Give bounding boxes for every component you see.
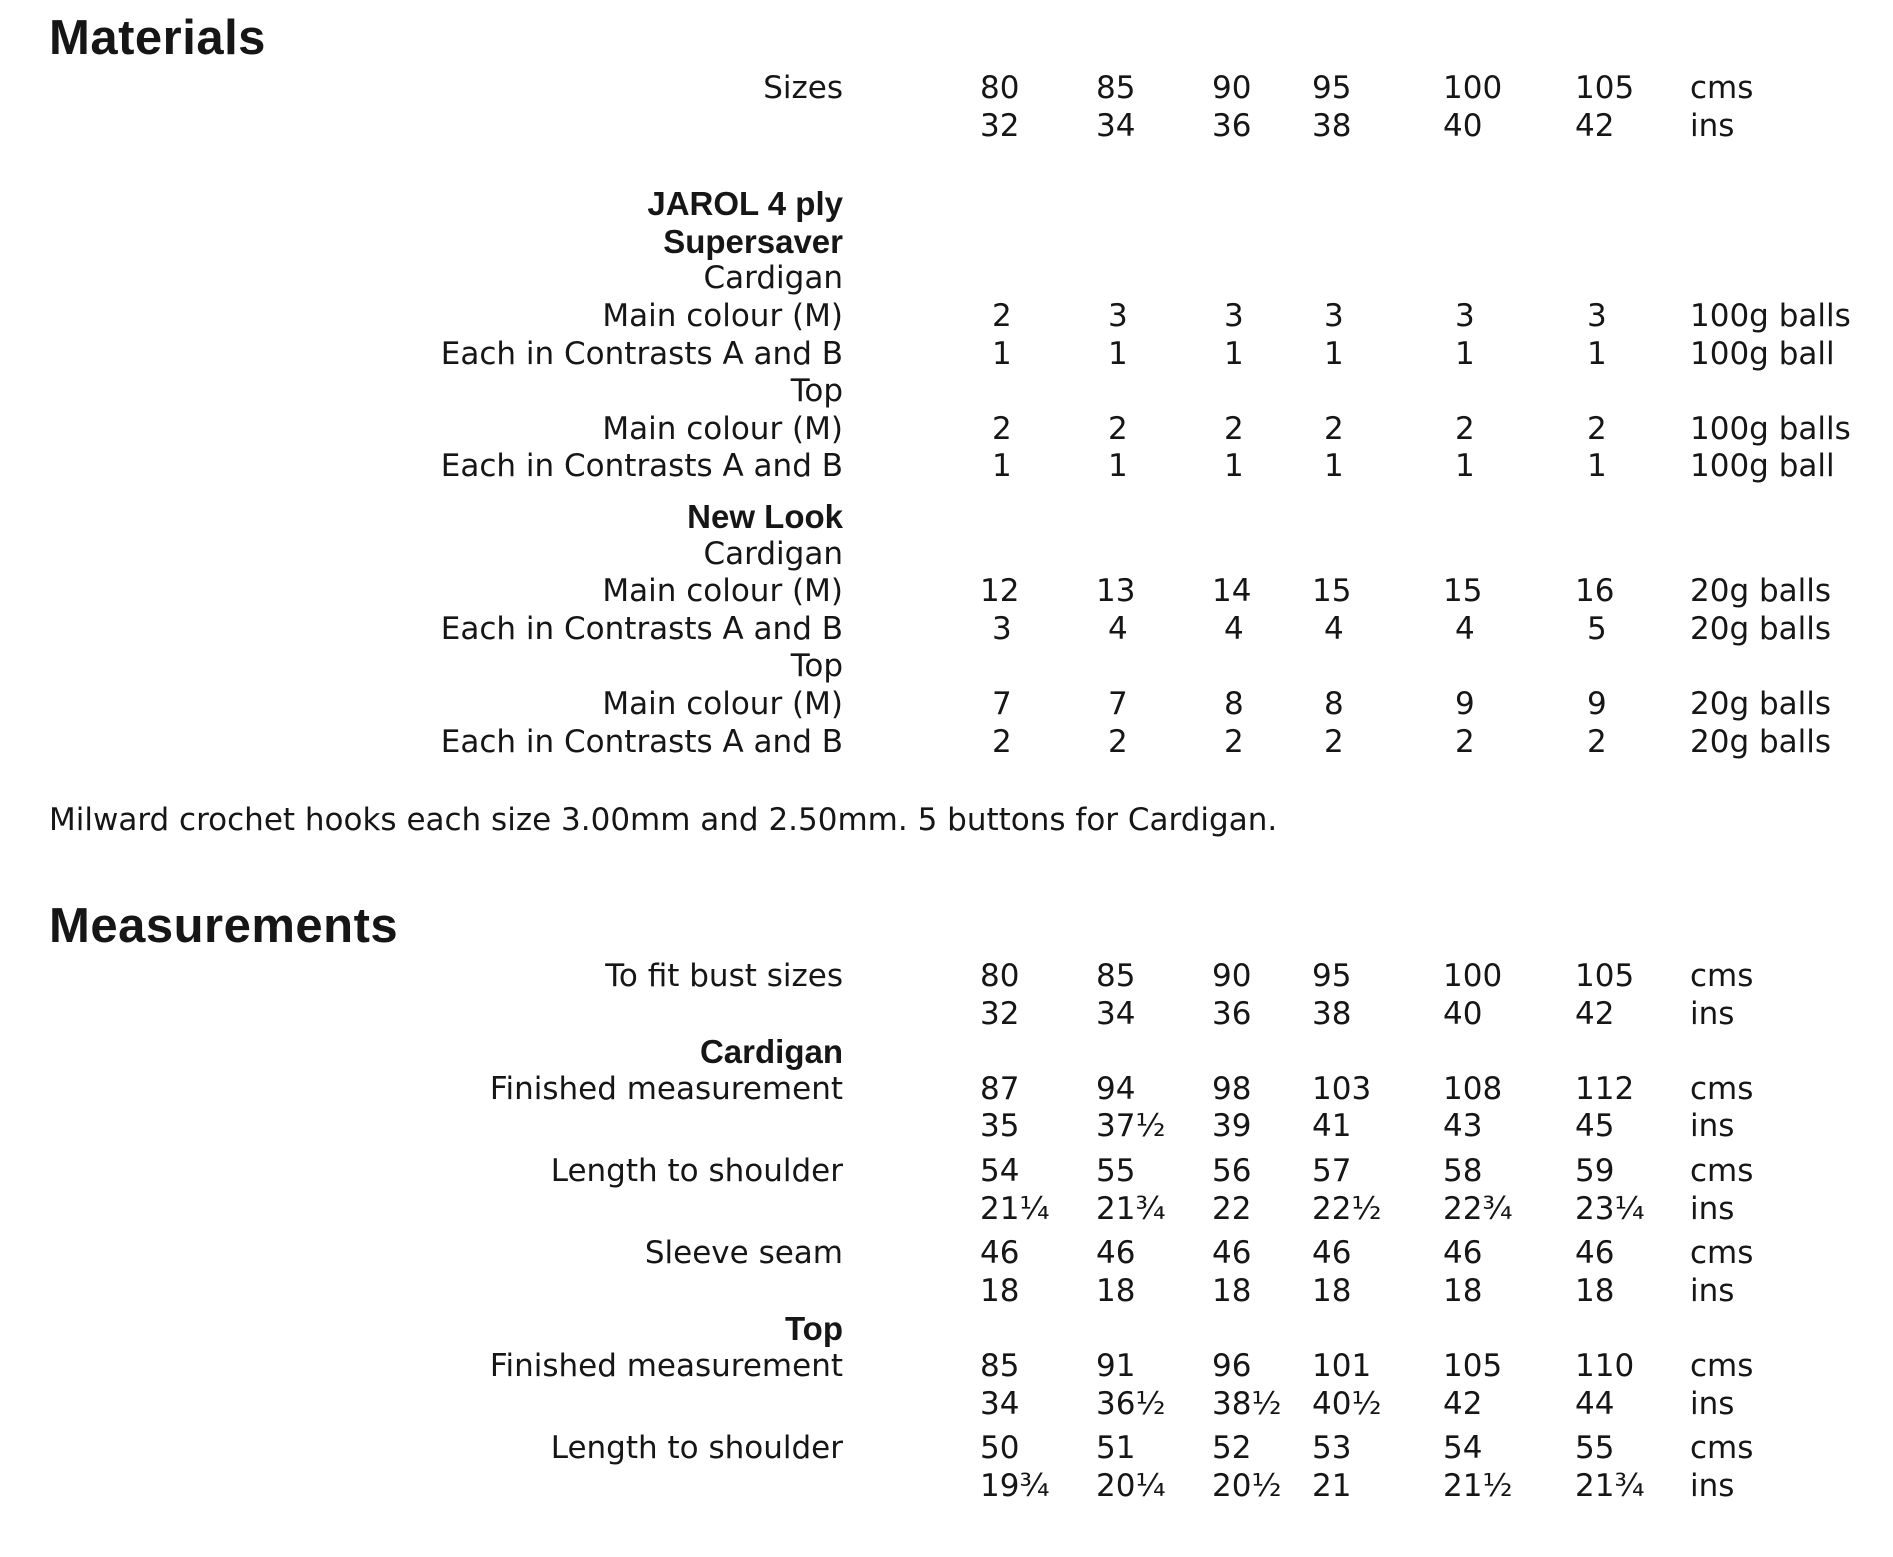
row-label: Main colour (M) bbox=[602, 573, 843, 610]
unit-label: ins bbox=[1690, 995, 1735, 1032]
size-value: 18 bbox=[1312, 1272, 1352, 1309]
size-value: 1 bbox=[1455, 448, 1475, 485]
size-value: 112 bbox=[1575, 1070, 1635, 1107]
size-value: 18 bbox=[980, 1272, 1020, 1309]
row-label: Length to shoulder bbox=[550, 1152, 843, 1189]
measurements-heading: Measurements bbox=[49, 899, 399, 953]
row-label: Cardigan bbox=[703, 260, 843, 297]
size-value: 4 bbox=[1224, 610, 1244, 647]
measurements-row bbox=[0, 1033, 1893, 1071]
row-label: Top bbox=[784, 1310, 843, 1348]
size-value: 80 bbox=[980, 958, 1020, 994]
size-value: 3 bbox=[1455, 297, 1475, 334]
size-value: 91 bbox=[1096, 1347, 1136, 1384]
materials-row bbox=[0, 70, 1893, 108]
size-value: 15 bbox=[1312, 573, 1352, 610]
measurements-row bbox=[0, 1468, 1893, 1506]
materials-row bbox=[0, 573, 1893, 611]
unit-label: cms bbox=[1690, 1347, 1754, 1384]
size-value: 43 bbox=[1443, 1108, 1483, 1145]
size-value: 59 bbox=[1575, 1152, 1615, 1189]
size-value: 95 bbox=[1312, 958, 1352, 994]
size-value: 5 bbox=[1587, 610, 1607, 647]
row-label: Cardigan bbox=[703, 535, 843, 572]
size-value: 1 bbox=[1587, 335, 1607, 372]
size-value: 46 bbox=[980, 1235, 1020, 1272]
size-value: 3 bbox=[1224, 297, 1244, 334]
unit-label: ins bbox=[1690, 1190, 1735, 1227]
size-value: 36 bbox=[1212, 107, 1252, 144]
size-value: 90 bbox=[1212, 70, 1252, 106]
measurements-row bbox=[0, 1071, 1893, 1109]
unit-label: 20g balls bbox=[1690, 685, 1832, 722]
size-value: 2 bbox=[1224, 723, 1244, 760]
size-value: 46 bbox=[1312, 1235, 1352, 1272]
materials-row bbox=[0, 336, 1893, 374]
size-value: 38 bbox=[1312, 995, 1352, 1032]
size-value: 98 bbox=[1212, 1070, 1252, 1107]
materials-row bbox=[0, 536, 1893, 574]
size-value: 9 bbox=[1455, 685, 1475, 722]
row-label: To fit bust sizes bbox=[605, 958, 843, 994]
row-label: Cardigan bbox=[699, 1033, 843, 1071]
size-value: 38½ bbox=[1212, 1385, 1282, 1422]
size-value: 54 bbox=[1443, 1430, 1483, 1467]
unit-label: 20g balls bbox=[1690, 610, 1832, 647]
size-value: 22¾ bbox=[1443, 1190, 1513, 1227]
materials-row bbox=[0, 108, 1893, 146]
row-label: Top bbox=[790, 648, 843, 685]
materials-table bbox=[0, 70, 1893, 761]
size-value: 3 bbox=[992, 610, 1012, 647]
size-value: 9 bbox=[1587, 685, 1607, 722]
unit-label: 100g balls bbox=[1690, 410, 1851, 447]
size-value: 20½ bbox=[1212, 1467, 1282, 1504]
size-value: 32 bbox=[980, 107, 1020, 144]
size-value: 46 bbox=[1096, 1235, 1136, 1272]
unit-label: 20g balls bbox=[1690, 723, 1832, 760]
size-value: 51 bbox=[1096, 1430, 1136, 1467]
size-value: 2 bbox=[1455, 723, 1475, 760]
size-value: 14 bbox=[1212, 573, 1252, 610]
size-value: 18 bbox=[1212, 1272, 1252, 1309]
unit-label: 20g balls bbox=[1690, 573, 1832, 610]
size-value: 2 bbox=[1455, 410, 1475, 447]
unit-label: 100g ball bbox=[1690, 448, 1835, 485]
size-value: 12 bbox=[980, 573, 1020, 610]
materials-row bbox=[0, 724, 1893, 762]
row-label: Top bbox=[790, 373, 843, 410]
size-value: 3 bbox=[1324, 297, 1344, 334]
size-value: 52 bbox=[1212, 1430, 1252, 1467]
measurements-row bbox=[0, 1153, 1893, 1191]
unit-label: ins bbox=[1690, 1108, 1735, 1145]
size-value: 46 bbox=[1212, 1235, 1252, 1272]
size-value: 21¾ bbox=[1575, 1467, 1645, 1504]
size-value: 34 bbox=[980, 1385, 1020, 1422]
hooks-note: Milward crochet hooks each size 3.00mm and 2.50mm. 5 buttons for Cardigan. bbox=[49, 802, 1278, 838]
size-value: 2 bbox=[1587, 410, 1607, 447]
size-value: 1 bbox=[1108, 448, 1128, 485]
size-value: 54 bbox=[980, 1152, 1020, 1189]
size-value: 15 bbox=[1443, 573, 1483, 610]
size-value: 2 bbox=[992, 410, 1012, 447]
size-value: 100 bbox=[1443, 70, 1503, 106]
size-value: 40 bbox=[1443, 107, 1483, 144]
materials-row bbox=[0, 411, 1893, 449]
unit-label: ins bbox=[1690, 1385, 1735, 1422]
row-label: Each in Contrasts A and B bbox=[440, 723, 843, 760]
size-value: 7 bbox=[992, 685, 1012, 722]
size-value: 4 bbox=[1108, 610, 1128, 647]
size-value: 45 bbox=[1575, 1108, 1615, 1145]
row-label: Supersaver bbox=[663, 222, 843, 260]
measurements-row bbox=[0, 1191, 1893, 1229]
size-value: 85 bbox=[1096, 70, 1136, 106]
measurements-row bbox=[0, 1430, 1893, 1468]
measurements-row bbox=[0, 1108, 1893, 1146]
row-label: Sleeve seam bbox=[644, 1235, 843, 1272]
size-value: 23¼ bbox=[1575, 1190, 1645, 1227]
materials-row bbox=[0, 611, 1893, 649]
size-value: 2 bbox=[1324, 723, 1344, 760]
row-label: Sizes bbox=[763, 70, 843, 106]
size-value: 21¾ bbox=[1096, 1190, 1166, 1227]
size-value: 100 bbox=[1443, 958, 1503, 994]
size-value: 105 bbox=[1443, 1347, 1503, 1384]
measurements-row bbox=[0, 1273, 1893, 1311]
size-value: 95 bbox=[1312, 70, 1352, 106]
unit-label: ins bbox=[1690, 1272, 1735, 1309]
materials-row bbox=[0, 373, 1893, 411]
size-value: 105 bbox=[1575, 958, 1635, 994]
size-value: 101 bbox=[1312, 1347, 1372, 1384]
size-value: 55 bbox=[1575, 1430, 1615, 1467]
unit-label: cms bbox=[1690, 958, 1754, 994]
size-value: 1 bbox=[1587, 448, 1607, 485]
row-label: New Look bbox=[687, 497, 843, 535]
size-value: 44 bbox=[1575, 1385, 1615, 1422]
size-value: 21¼ bbox=[980, 1190, 1050, 1227]
measurements-row bbox=[0, 1348, 1893, 1386]
row-label: Finished measurement bbox=[489, 1347, 843, 1384]
unit-label: 100g ball bbox=[1690, 335, 1835, 372]
size-value: 37½ bbox=[1096, 1108, 1166, 1145]
size-value: 32 bbox=[980, 995, 1020, 1032]
size-value: 2 bbox=[1224, 410, 1244, 447]
size-value: 38 bbox=[1312, 107, 1352, 144]
size-value: 40 bbox=[1443, 995, 1483, 1032]
row-label: Main colour (M) bbox=[602, 410, 843, 447]
measurements-row bbox=[0, 1235, 1893, 1273]
materials-heading: Materials bbox=[49, 11, 266, 65]
row-label: Main colour (M) bbox=[602, 297, 843, 334]
size-value: 1 bbox=[992, 448, 1012, 485]
size-value: 53 bbox=[1312, 1430, 1352, 1467]
size-value: 18 bbox=[1575, 1272, 1615, 1309]
unit-label: ins bbox=[1690, 1467, 1735, 1504]
materials-row bbox=[0, 298, 1893, 336]
unit-label: 100g balls bbox=[1690, 297, 1851, 334]
unit-label: cms bbox=[1690, 1152, 1754, 1189]
size-value: 7 bbox=[1108, 685, 1128, 722]
size-value: 18 bbox=[1443, 1272, 1483, 1309]
size-value: 85 bbox=[1096, 958, 1136, 994]
measurements-row bbox=[0, 1310, 1893, 1348]
size-value: 22 bbox=[1212, 1190, 1252, 1227]
size-value: 4 bbox=[1324, 610, 1344, 647]
size-value: 46 bbox=[1575, 1235, 1615, 1272]
size-value: 13 bbox=[1096, 573, 1136, 610]
size-value: 85 bbox=[980, 1347, 1020, 1384]
size-value: 39 bbox=[1212, 1108, 1252, 1145]
size-value: 35 bbox=[980, 1108, 1020, 1145]
size-value: 90 bbox=[1212, 958, 1252, 994]
size-value: 42 bbox=[1575, 107, 1615, 144]
size-value: 2 bbox=[1324, 410, 1344, 447]
materials-row bbox=[0, 185, 1893, 223]
size-value: 36 bbox=[1212, 995, 1252, 1032]
measurements-row bbox=[0, 996, 1893, 1034]
size-value: 34 bbox=[1096, 995, 1136, 1032]
materials-row bbox=[0, 223, 1893, 261]
size-value: 58 bbox=[1443, 1152, 1483, 1189]
unit-label: ins bbox=[1690, 107, 1735, 144]
size-value: 22½ bbox=[1312, 1190, 1382, 1227]
size-value: 2 bbox=[992, 723, 1012, 760]
materials-row bbox=[0, 260, 1893, 298]
size-value: 87 bbox=[980, 1070, 1020, 1107]
unit-label: cms bbox=[1690, 1430, 1754, 1467]
size-value: 96 bbox=[1212, 1347, 1252, 1384]
materials-row bbox=[0, 648, 1893, 686]
row-label: Main colour (M) bbox=[602, 685, 843, 722]
size-value: 110 bbox=[1575, 1347, 1635, 1384]
materials-row bbox=[0, 498, 1893, 536]
row-label: Each in Contrasts A and B bbox=[440, 335, 843, 372]
size-value: 41 bbox=[1312, 1108, 1352, 1145]
size-value: 2 bbox=[1587, 723, 1607, 760]
row-label: Finished measurement bbox=[489, 1070, 843, 1107]
size-value: 2 bbox=[1108, 723, 1128, 760]
measurements-row bbox=[0, 958, 1893, 996]
row-label: Length to shoulder bbox=[550, 1430, 843, 1467]
size-value: 1 bbox=[1224, 448, 1244, 485]
size-value: 56 bbox=[1212, 1152, 1252, 1189]
unit-label: cms bbox=[1690, 1070, 1754, 1107]
size-value: 21½ bbox=[1443, 1467, 1513, 1504]
size-value: 108 bbox=[1443, 1070, 1503, 1107]
measurements-table bbox=[0, 958, 1893, 1505]
size-value: 20¼ bbox=[1096, 1467, 1166, 1504]
size-value: 8 bbox=[1324, 685, 1344, 722]
size-value: 3 bbox=[1587, 297, 1607, 334]
row-label: Each in Contrasts A and B bbox=[440, 448, 843, 485]
size-value: 8 bbox=[1224, 685, 1244, 722]
unit-label: cms bbox=[1690, 1235, 1754, 1272]
size-value: 1 bbox=[1324, 335, 1344, 372]
size-value: 42 bbox=[1575, 995, 1615, 1032]
measurements-row bbox=[0, 1386, 1893, 1424]
size-value: 40½ bbox=[1312, 1385, 1382, 1422]
size-value: 1 bbox=[1224, 335, 1244, 372]
size-value: 46 bbox=[1443, 1235, 1483, 1272]
size-value: 1 bbox=[992, 335, 1012, 372]
size-value: 57 bbox=[1312, 1152, 1352, 1189]
size-value: 1 bbox=[1455, 335, 1475, 372]
row-label: Each in Contrasts A and B bbox=[440, 610, 843, 647]
size-value: 1 bbox=[1324, 448, 1344, 485]
materials-row bbox=[0, 686, 1893, 724]
size-value: 2 bbox=[1108, 410, 1128, 447]
size-value: 16 bbox=[1575, 573, 1615, 610]
size-value: 4 bbox=[1455, 610, 1475, 647]
size-value: 18 bbox=[1096, 1272, 1136, 1309]
size-value: 105 bbox=[1575, 70, 1635, 106]
unit-label: cms bbox=[1690, 70, 1754, 106]
size-value: 94 bbox=[1096, 1070, 1136, 1107]
size-value: 2 bbox=[992, 297, 1012, 334]
size-value: 1 bbox=[1108, 335, 1128, 372]
size-value: 21 bbox=[1312, 1467, 1352, 1504]
size-value: 80 bbox=[980, 70, 1020, 106]
row-label: JAROL 4 ply bbox=[647, 185, 843, 223]
materials-row bbox=[0, 448, 1893, 486]
size-value: 42 bbox=[1443, 1385, 1483, 1422]
size-value: 50 bbox=[980, 1430, 1020, 1467]
size-value: 55 bbox=[1096, 1152, 1136, 1189]
size-value: 3 bbox=[1108, 297, 1128, 334]
size-value: 19¾ bbox=[980, 1467, 1050, 1504]
size-value: 36½ bbox=[1096, 1385, 1166, 1422]
size-value: 103 bbox=[1312, 1070, 1372, 1107]
size-value: 34 bbox=[1096, 107, 1136, 144]
